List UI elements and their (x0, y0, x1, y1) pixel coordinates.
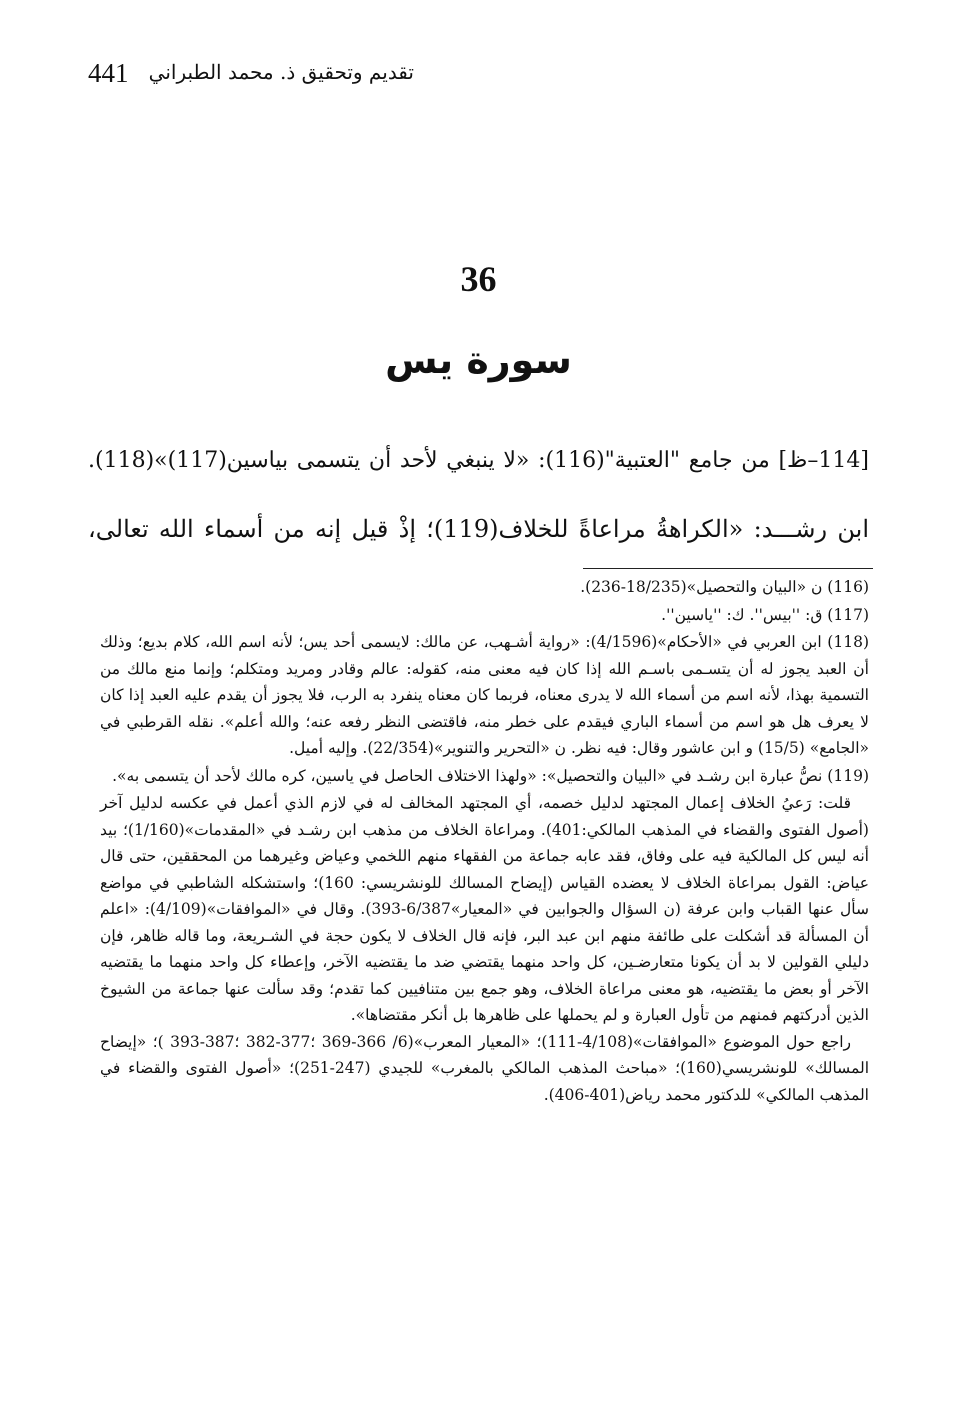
surah-title: سورة يس (385, 338, 572, 382)
chapter-number: 36 (460, 259, 497, 299)
footnote-119: (119) نصُّ عبارة ابن رشـد في «البيان والتحصيل»: «ولهذا الاختلاف الحاصل في ياسين، كره مالك لأحد أن يتسمى به». (112, 766, 869, 785)
footnotes-block (100, 574, 869, 1108)
commentary-paragraph: قلت: رَعيُ الخلاف إعمال المجتهد لدليل خصمه، أي المجتهد المخالف له في لازم الذي أعمل في عكسه لدليل آخر (أصول الفتوى والقضاء في المذهب المالكي:401). ومراعاة الخلاف من مذهب ابن رشـد في «المقدمات»(1/160)؛ بيد أنه ليس كل المالكية فيه على وفاق، فقد عابه جماعة من الفقهاء منهم اللخمي وعياض وغيرهما من المحققين، حتى قال عياض: القول بمراعاة الخلاف لا يعضده القياس (إيضاح المسالك للونشريسي: 160)؛ واستشكله الشاطبي في مواضع سأل عنها القباب وابن عرفة (ن السؤال والجوابين في «المعيار»6/387-393). وقال في «الموافقات»(4/109): «اعلم أن المسألة قد أشكلت على طائفة منهم ابن عبد البر، فإنه قال الخلاف لا يكون حجة في الشـريعة، وما قاله ظاهر، فإن دليلي القولين لا بد أن يكونا متعارضـين، كل واحد منهما يقتضي ضد ما يقتضيه الآخر، وإعطاء كل واحد منهما ما يقتضيه الآخر أو بعض ما يقتضيه، هو معنى مراعاة الخلاف، وهو جمع بين متنافيين كما تقدم؛ وقد سألت عنها جماعة من الشيوخ الذين أدركتهم فمنهم من تأول العبارة و لم يحملها على ظاهرها بل أنكر مقتضاها». (100, 794, 870, 1024)
running-title: تقديم وتحقيق ذ. محمد الطبراني (148, 60, 414, 84)
references-paragraph: راجع حول الموضوع «الموافقات»(4/108-111)؛ «المعيار المعرب»(6/ 366-369 ؛377-382 ؛387-393 )؛ «إيضاح المسالك» للونشريسي(160)؛ «مباحث المذهب المالكي بالمغرب» للجيدي (247-251)؛ «أصول الفتوى والقضاء في المذهب المالكي» للدكتور محمد رياض(401-406). (100, 1032, 869, 1104)
footnote-116: (116) ن «البيان والتحصيل»(18/235-236). (580, 578, 869, 596)
footnote-118: (118) ابن العربي في «الأحكام»(4/1596): «رواية أشـهب، عن مالك: لايسمى أحد يس؛ لأنه اسم الله، كلام بديع؛ وذلك أن العبد يجوز له أن يتسـمى باسـم الله إذا كان فيه معنى منه، كقوله: عالم وقادر ومريد ومتكلم؛ وإنما منع مالك من التسمية بهذا، لأنه اسم من أسماء الله لا يدرى معناه، فربما كان معناه ينفرد به الرب، فلا يجوز أن يقدم عليه العبد إذا كان لا يعرف هل هو اسم من أسماء الباري فيقدم على خطر منه، فاقتضى النظر رفعه عنه؛ والله أعلم». نقله القرطبي في «الجامع» (15/5) و ابن عاشور وقال: فيه نظر. ن «التحرير والتنوير»(22/354). وإليه أميل. (100, 633, 869, 757)
main-text-line-2: ابن رشـــد: «الكراهةُ مراعاةً للخلاف(119)؛ إذْ قيل إنه من أسماء الله تعالى، (88, 515, 870, 543)
main-text-line-1: [114–ظ] من جامع "العتبية"(116): «لا ينبغي لأحد أن يتسمى بياسين(117)»(118). (88, 448, 869, 473)
footnote-separator (583, 568, 873, 569)
footnote-117: (117) ق: ''بيس''. ك: ''ياسين''. (661, 605, 869, 624)
page-number: 441 (88, 58, 129, 88)
